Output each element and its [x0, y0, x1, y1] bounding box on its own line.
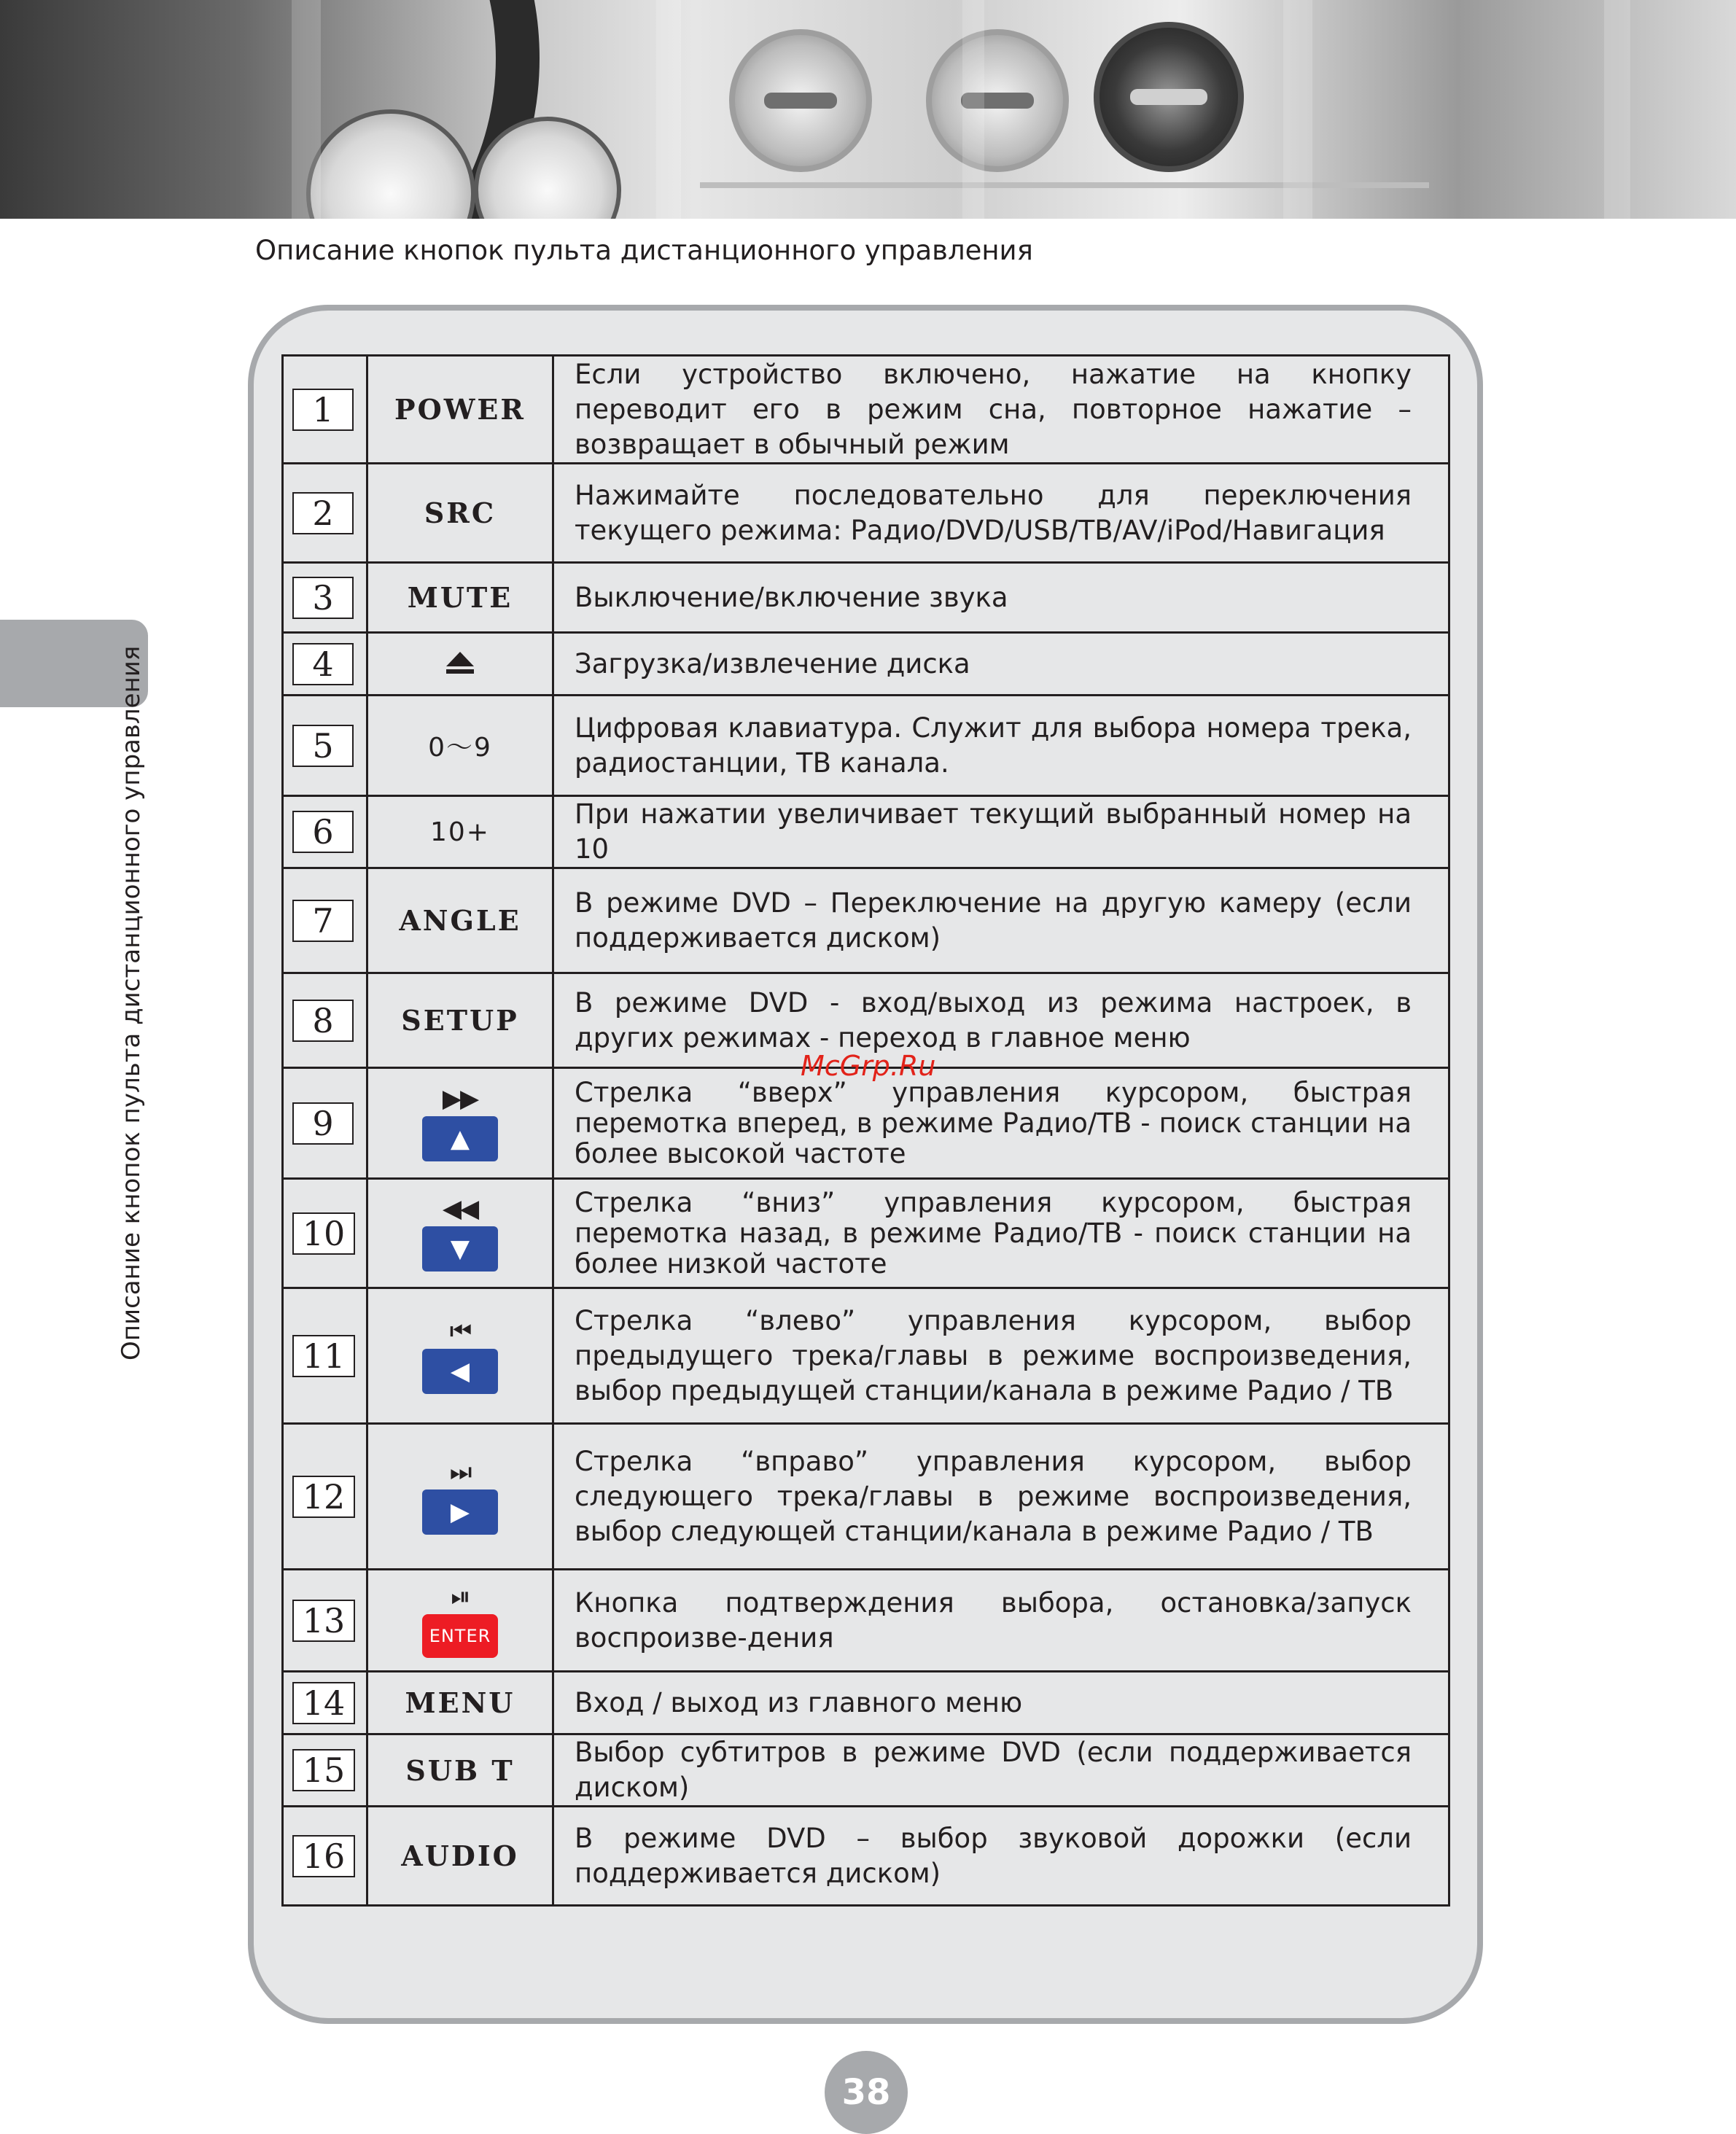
table-row: [283, 1672, 1449, 1734]
page-subtitle: Описание кнопок пульта дистанционного управления: [255, 235, 1033, 266]
button-label-src: SRC: [424, 496, 497, 529]
row-description: Загрузка/извлечение диска: [553, 633, 1449, 696]
row-number: 14: [292, 1682, 355, 1724]
button-label-digits: 0～9: [428, 733, 492, 763]
button-label-power: POWER: [394, 393, 526, 426]
table-row: [283, 563, 1449, 633]
button-label-menu: MENU: [405, 1686, 515, 1719]
row-description: Стрелка “вправо” управления курсором, выбор следующего трека/главы в режиме воспроизведения, выбор следующей станции/канала в режиме Радио / ТВ: [553, 1424, 1449, 1570]
arrow-right-icon: ▶: [422, 1489, 498, 1535]
row-description: Если устройство включено, нажатие на кнопку переводит его в режим сна, повторное нажатие – возвращает в обычный режим: [553, 356, 1449, 464]
row-number: 3: [292, 577, 354, 619]
page-number: 38: [825, 2051, 908, 2134]
row-description: Стрелка “вниз” управления курсором, быстрая перемотка назад, в режиме Радио/ТВ - поиск станции на более низкой частоте: [553, 1179, 1449, 1288]
row-number: 11: [292, 1335, 355, 1377]
row-number: 7: [292, 900, 354, 942]
row-number: 10: [292, 1212, 355, 1255]
button-label-mute: MUTE: [407, 581, 513, 614]
button-label-angle: ANGLE: [399, 904, 521, 937]
row-number: 1: [292, 389, 354, 431]
table-row: [283, 1424, 1449, 1570]
row-description: Нажимайте последовательно для переключения текущего режима: Радио/DVD/USB/ТВ/AV/iPod/Навигация: [553, 464, 1449, 563]
row-number: 6: [292, 811, 354, 853]
climate-knob-left: [729, 29, 872, 172]
row-description: Кнопка подтверждения выбора, остановка/запуск воспроизве-дения: [553, 1570, 1449, 1672]
play-pause-icon: ⏯: [451, 1581, 470, 1611]
row-number: 12: [292, 1476, 355, 1518]
row-description: Стрелка “вверх” управления курсором, быстрая перемотка вперед, в режиме Радио/ТВ - поиск станции на более высокой частоте: [553, 1068, 1449, 1179]
rewind-icon: ◀◀: [442, 1193, 478, 1223]
table-row: [283, 796, 1449, 868]
arrow-down-icon: ▼: [422, 1226, 498, 1272]
table-row: [283, 868, 1449, 973]
row-number: 15: [292, 1749, 355, 1791]
button-label-audio: AUDIO: [401, 1839, 519, 1872]
eject-icon: [446, 652, 474, 674]
next-track-icon: ⏭: [449, 1457, 471, 1487]
row-number: 4: [292, 643, 354, 685]
row-description: В режиме DVD – Переключение на другую камеру (если поддерживается диском): [553, 868, 1449, 973]
climate-knob-right: [1094, 22, 1244, 172]
table-row: [283, 633, 1449, 696]
table-row: [283, 356, 1449, 464]
previous-track-icon: ⏮: [449, 1316, 471, 1346]
row-number: 9: [292, 1102, 354, 1145]
header-photo: [0, 0, 1736, 219]
row-number: 8: [292, 1000, 354, 1042]
table-row: [283, 1068, 1449, 1179]
row-description: В режиме DVD – выбор звуковой дорожки (если поддерживается диском): [553, 1807, 1449, 1906]
table-row: [283, 464, 1449, 563]
row-number: 13: [292, 1600, 355, 1642]
table-row: [283, 1288, 1449, 1424]
row-description: Выключение/включение звука: [553, 563, 1449, 633]
button-label-subt: SUB T: [405, 1753, 515, 1787]
enter-icon: ENTER: [422, 1614, 498, 1658]
table-row: [283, 696, 1449, 796]
side-vertical-title: Описание кнопок пульта дистанционного управления: [117, 645, 146, 1360]
arrow-up-icon: ▲: [422, 1116, 498, 1161]
table-row: [283, 1807, 1449, 1906]
row-number: 16: [292, 1835, 355, 1877]
row-description: Стрелка “влево” управления курсором, выбор предыдущего трека/главы в режиме воспроизведения, выбор предыдущей станции/канала в режиме Радио / ТВ: [553, 1288, 1449, 1424]
arrow-left-icon: ◀: [422, 1349, 498, 1394]
table-row: [283, 1570, 1449, 1672]
button-label-setup: SETUP: [401, 1004, 519, 1037]
row-number: 5: [292, 725, 354, 767]
row-description: Выбор субтитров в режиме DVD (если поддерживается диском): [553, 1734, 1449, 1807]
watermark: McGrp.Ru: [801, 1050, 936, 1082]
fast-forward-icon: ▶▶: [442, 1083, 478, 1113]
remote-buttons-table: [281, 354, 1450, 1907]
row-description: Цифровая клавиатура. Служит для выбора номера трека, радиостанции, ТВ канала.: [553, 696, 1449, 796]
button-label-10plus: 10+: [430, 817, 490, 847]
table-row: [283, 1734, 1449, 1807]
row-number: 2: [292, 492, 354, 534]
table-row: [283, 1179, 1449, 1288]
row-description: Вход / выход из главного меню: [553, 1672, 1449, 1734]
row-description: В режиме DVD - вход/выход из режима настроек, в других режимах - переход в главное меню: [553, 973, 1449, 1068]
row-description: При нажатии увеличивает текущий выбранный номер на 10: [553, 796, 1449, 868]
climate-knob-center: [926, 29, 1069, 172]
dashboard-panel-line: [700, 182, 1429, 188]
